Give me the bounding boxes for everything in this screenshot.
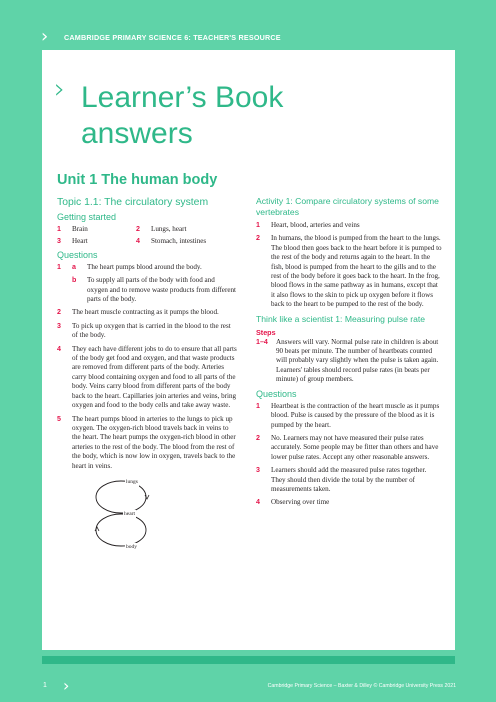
question-5: 5 The heart pumps blood in arteries to the lungs to pick up oxygen. The oxygen-rich blood travels back in veins to the heart. The heart pumps the oxygen-rich blood in other arteries to the rest of the body. The blood from the rest of the body, which is now low in oxygen, travels back to the heart in veins. — [57, 414, 236, 470]
question-right-2: 2 No. Learners may not have measured their pulse rates accurately. Some people may be fitter than others and have lower pulse rates. Accept any other reasonable answers. — [256, 433, 439, 461]
question-1a: 1 a The heart pumps blood around the body. — [57, 262, 202, 271]
footer-bar — [0, 650, 496, 702]
steps-heading: Steps — [256, 327, 276, 337]
footer-stripe — [42, 656, 455, 664]
chevron-right-icon: › — [41, 26, 49, 47]
question-1b: b To supply all parts of the body with food and oxygen and to remove waste products from different parts of the body. — [72, 276, 236, 304]
questions-heading: Questions — [57, 249, 98, 260]
top-header-bar — [0, 0, 496, 50]
activity-heading: Activity 1: Compare circulatory systems of some vertebrates — [256, 196, 439, 217]
question-2: 2 The heart muscle contracting as it pumps the blood. — [57, 308, 219, 317]
list-item: Brain — [72, 225, 88, 233]
think-heading: Think like a scientist 1: Measuring pulse rate — [256, 313, 426, 324]
unit-heading: Unit 1 The human body — [57, 172, 218, 188]
footer-chevron-icon: › — [63, 676, 70, 695]
list-item: Stomach, intestines — [151, 237, 207, 246]
topic-heading: Topic 1.1: The circulatory system — [57, 197, 209, 208]
right-column — [256, 196, 442, 512]
circulation-diagram — [85, 477, 165, 552]
activity-item-1: 1 Heart, blood, arteries and veins — [256, 221, 360, 229]
running-header: CAMBRIDGE PRIMARY SCIENCE 6: TEACHER'S RESOURCE — [64, 33, 281, 42]
list-item: Lungs, heart — [151, 225, 187, 233]
left-column — [57, 196, 237, 552]
steps-item: 1–4 Answers will vary. Normal pulse rate in children is about 90 beats per minute. The number of heartbeats counted will probably vary slightly when the pulse is taken again. Learners' tables should record pulse rates (in beats per minute) of group members. — [256, 337, 439, 384]
diagram-label-body: body — [125, 543, 138, 552]
page-number: 1 — [43, 682, 47, 689]
question-3: 3 To pick up oxygen that is carried in the blood to the rest of the body. — [57, 321, 231, 340]
diagram-label-heart: heart — [123, 510, 136, 519]
footer-credit: Cambridge Primary Science – Baxter & Dilley © Cambridge University Press 2021 — [267, 683, 456, 689]
list-item: Heart — [72, 237, 88, 246]
page-title: Learner’s Book answers — [81, 81, 284, 150]
getting-started-list: 1 Brain 2 Lungs, heart 3 Heart 4 Stomach, intestines — [57, 225, 237, 247]
question-right-4: 4 Observing over time — [256, 498, 330, 507]
activity-item-2: 2 In humans, the blood is pumped from the heart to the lungs. The blood then goes back to the heart before it is pumped to the rest of the body and returns again to the heart. In the fish, blood is pumped from the heart to the gills and to the rest of the body before it goes back to the heart. In the frog, blood flows in the same pathway as in humans, except that it also flows to the skin to pick up oxygen before it flows back to the heart to be pumped to the rest of the body. — [256, 234, 442, 309]
getting-started-heading: Getting started — [57, 212, 117, 222]
question-right-1: 1 Heartbeat is the contraction of the heart muscle as it pumps blood. Pulse is caused by the pressure of the blood as it is pumped by the heart. — [256, 401, 440, 429]
question-4: 4 They each have different jobs to do to ensure that all parts of the body get food and oxygen, and that waste products are removed from different parts of the body. Arteries carry blood containing oxygen and food to all parts of the body. Veins carry blood from different parts of the body back to the heart. Capillaries join arteries and veins, bring oxygen and food to the body cells and take away waste. — [57, 344, 237, 410]
question-right-3: 3 Learners should add the measured pulse rates together. They should then divide the total by the number of measurements taken. — [256, 466, 427, 493]
diagram-label-lungs: lungs — [125, 478, 139, 487]
questions-heading-right: Questions — [256, 388, 297, 399]
title-chevron-icon: › — [54, 72, 66, 105]
